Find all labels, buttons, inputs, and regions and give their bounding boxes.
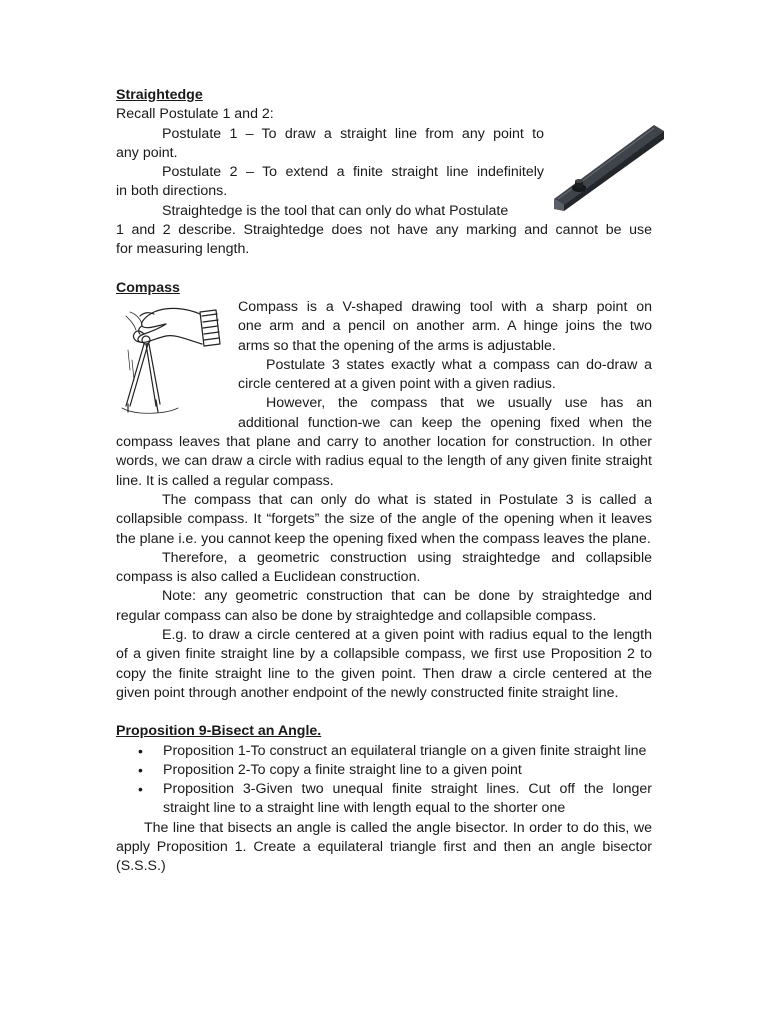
- list-item: • Proposition 2-To copy a finite straight line to a given point: [116, 761, 652, 780]
- postulate-1-line-2: any point.: [116, 144, 178, 161]
- document-page: [116, 86, 652, 877]
- compass-wrap-line-6: However, the compass that we usually use has an: [266, 395, 652, 412]
- compass-wrap-line-5: circle centered at a given point with a given radius.: [238, 376, 556, 393]
- example-paragraph: E.g. to draw a circle centered at a given point with radius equal to the length of a given finite straight line by a collapsible compass, we first use Proposition 2 to copy the finite straight line to the given point. Then draw a circle centered at the given point through another endpoint of the newly constructed finite straight line.: [116, 627, 652, 701]
- recall-line: Recall Postulate 1 and 2:: [116, 106, 274, 123]
- postulate-1-line-1: Postulate 1 – To draw a straight line from any point to: [162, 125, 544, 142]
- proposition-list: [116, 742, 652, 819]
- compass-wrap-line-7: additional function-we can keep the opening fixed when the: [238, 414, 652, 431]
- closing-paragraph: The line that bisects an angle is called the angle bisector. In order to do this, we apply Proposition 1. Create a equilateral triangle first and then an angle bisector (S.S.S.): [116, 819, 652, 875]
- compass-continuation: compass leaves that plane and carry to another location for construction. In other words, we can draw a circle with radius equal to the length of any given finite straight line. It is called a regular compass.: [116, 434, 652, 489]
- note-paragraph: Note: any geometric construction that can be done by straightedge and regular compass can also be done by straightedge and collapsible compass.: [116, 588, 652, 624]
- list-item: • Proposition 1-To construct an equilateral triangle on a given finite straight line: [116, 742, 652, 761]
- therefore-paragraph: Therefore, a geometric construction using straightedge and collapsible compass is also called a Euclidean construction.: [116, 549, 652, 586]
- postulate-2-line-2: in both directions.: [116, 183, 228, 200]
- collapsible-paragraph: The compass that can only do what is stated in Postulate 3 is called a collapsible compass. It “forgets” the size of the angle of the opening when it leaves the plane i.e. you cannot keep the opening fixed when the compass leaves the plane.: [116, 491, 652, 547]
- proposition-9-heading: Proposition 9-Bisect an Angle.: [116, 723, 322, 740]
- straightedge-heading: Straightedge: [116, 87, 203, 103]
- postulate-2-line-1: Postulate 2 – To extend a finite straight line indefinitely: [162, 164, 544, 181]
- compass-wrap-line-1: Compass is a V-shaped drawing tool with a sharp point on: [238, 298, 652, 315]
- straightedge-desc-line-3: for measuring length.: [116, 241, 250, 258]
- compass-heading: Compass: [116, 279, 180, 296]
- compass-wrap-line-3: arms so that the opening of the arms is adjustable.: [238, 337, 556, 354]
- compass-wrap-line-2: one arm and a pencil on another arm. A hinge joins the two: [238, 318, 652, 335]
- straightedge-desc-line-2: 1 and 2 describe. Straightedge does not have any marking and cannot be use: [116, 222, 652, 239]
- compass-wrap-line-4: Postulate 3 states exactly what a compass can do-draw a: [266, 356, 652, 373]
- list-item: • Proposition 3-Given two unequal finite straight lines. Cut off the longer straight line to a straight line with length equal to the shorter one: [116, 780, 652, 819]
- straightedge-desc-line-1: Straightedge is the tool that can only do what Postulate: [162, 202, 509, 219]
